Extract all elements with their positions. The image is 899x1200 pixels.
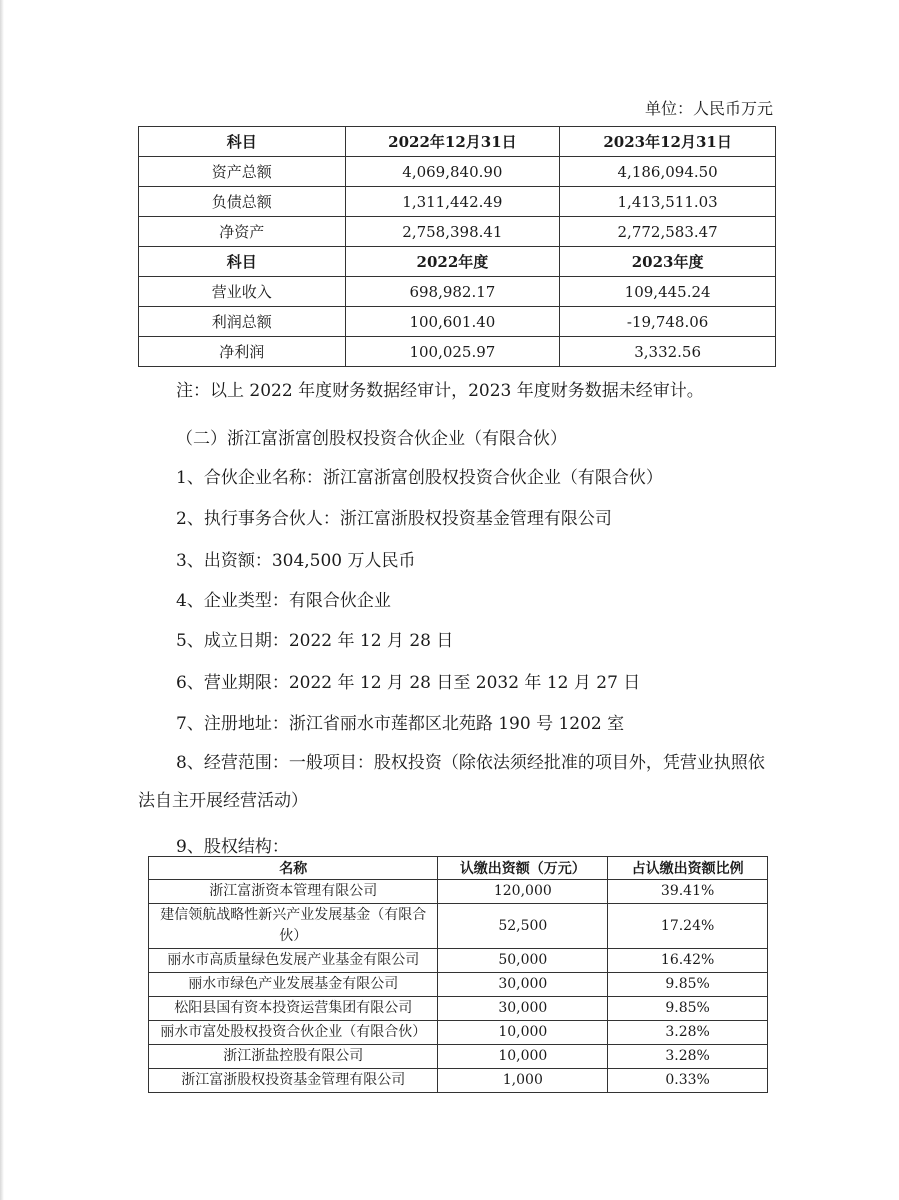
table-row (139, 277, 776, 307)
table-cell: 120,000 (438, 880, 608, 904)
table-cell: 30,000 (438, 997, 608, 1021)
audit-note: 注：以上 2022 年度财务数据经审计，2023 年度财务数据未经审计。 (176, 381, 704, 401)
table-cell: 17.24% (608, 904, 768, 949)
table-row (149, 1021, 768, 1045)
table-cell: 9.85% (608, 997, 768, 1021)
equity-structure-heading: 9、股权结构： (176, 837, 289, 857)
establishment-date: 5、成立日期：2022 年 12 月 28 日 (176, 631, 454, 651)
table-cell: 1,000 (438, 1069, 608, 1093)
table-cell: 16.42% (608, 949, 768, 973)
table-cell: 丽水市高质量绿色发展产业基金有限公司 (149, 949, 438, 973)
enterprise-type: 4、企业类型：有限合伙企业 (176, 591, 391, 611)
table-cell: 4,069,840.90 (345, 157, 560, 187)
executive-partner: 2、执行事务合伙人：浙江富浙股权投资基金管理有限公司 (176, 509, 612, 529)
table-cell: 建信领航战略性新兴产业发展基金（有限合伙） (149, 904, 438, 949)
column-header: 名称 (149, 857, 438, 880)
table-cell: 2,772,583.47 (560, 217, 776, 247)
equity-structure-table (148, 856, 768, 1093)
table-row (149, 1069, 768, 1093)
table-cell: 39.41% (608, 880, 768, 904)
section-title: （二）浙江富浙富创股权投资合伙企业（有限合伙） (176, 429, 567, 449)
table-row (149, 880, 768, 904)
column-header: 认缴出资额（万元） (438, 857, 608, 880)
table-cell: 3.28% (608, 1045, 768, 1069)
table-cell: 3,332.56 (560, 337, 776, 367)
table-cell: -19,748.06 (560, 307, 776, 337)
registered-address: 7、注册地址：浙江省丽水市莲都区北苑路 190 号 1202 室 (176, 714, 625, 734)
table-row (149, 949, 768, 973)
table-cell: 30,000 (438, 973, 608, 997)
table-cell: 109,445.24 (560, 277, 776, 307)
table-cell: 松阳县国有资本投资运营集团有限公司 (149, 997, 438, 1021)
table-cell: 100,601.40 (345, 307, 560, 337)
column-header: 2022年12月31日 (345, 127, 560, 157)
table-cell: 营业收入 (139, 277, 346, 307)
column-header: 2023年12月31日 (560, 127, 776, 157)
table-cell: 1,311,442.49 (345, 187, 560, 217)
table-cell: 2,758,398.41 (345, 217, 560, 247)
table-cell: 1,413,511.03 (560, 187, 776, 217)
table-cell: 负债总额 (139, 187, 346, 217)
capital-amount: 3、出资额：304,500 万人民币 (176, 551, 416, 571)
table-cell: 9.85% (608, 973, 768, 997)
table-row (149, 997, 768, 1021)
table-cell: 浙江富浙资本管理有限公司 (149, 880, 438, 904)
table-header-row (149, 857, 768, 880)
table-cell: 资产总额 (139, 157, 346, 187)
table-row (139, 307, 776, 337)
table-cell: 丽水市富处股权投资合伙企业（有限合伙） (149, 1021, 438, 1045)
column-header: 2022年度 (345, 247, 560, 277)
table-cell: 52,500 (438, 904, 608, 949)
table-cell: 3.28% (608, 1021, 768, 1045)
table-cell: 利润总额 (139, 307, 346, 337)
table-cell: 0.33% (608, 1069, 768, 1093)
table-cell: 10,000 (438, 1045, 608, 1069)
table-row (149, 1045, 768, 1069)
table-cell: 698,982.17 (345, 277, 560, 307)
financial-summary-table (138, 126, 776, 367)
column-header: 占认缴出资额比例 (608, 857, 768, 880)
table-cell: 浙江浙盐控股有限公司 (149, 1045, 438, 1069)
table-header-row (139, 127, 776, 157)
table-cell: 净利润 (139, 337, 346, 367)
table-cell: 50,000 (438, 949, 608, 973)
business-term: 6、营业期限：2022 年 12 月 28 日至 2032 年 12 月 27 日 (176, 673, 641, 693)
page-edge-shadow (0, 0, 4, 1200)
table-row (139, 187, 776, 217)
table-cell: 净资产 (139, 217, 346, 247)
table-row (149, 904, 768, 949)
table-row (139, 217, 776, 247)
partnership-name: 1、合伙企业名称：浙江富浙富创股权投资合伙企业（有限合伙） (176, 468, 663, 488)
table-cell: 4,186,094.50 (560, 157, 776, 187)
table-cell: 100,025.97 (345, 337, 560, 367)
table-row (149, 973, 768, 997)
table-row (139, 157, 776, 187)
table-cell: 10,000 (438, 1021, 608, 1045)
business-scope: 8、经营范围：一般项目：股权投资（除依法须经批准的项目外，凭营业执照依法自主开展经营活动） (138, 753, 765, 811)
table-row (139, 337, 776, 367)
column-header: 2023年度 (560, 247, 776, 277)
column-header: 科目 (139, 127, 346, 157)
table-cell: 丽水市绿色产业发展基金有限公司 (149, 973, 438, 997)
unit-label: 单位：人民币万元 (644, 99, 773, 118)
table-cell: 浙江富浙股权投资基金管理有限公司 (149, 1069, 438, 1093)
column-header: 科目 (139, 247, 346, 277)
table-header-row (139, 247, 776, 277)
